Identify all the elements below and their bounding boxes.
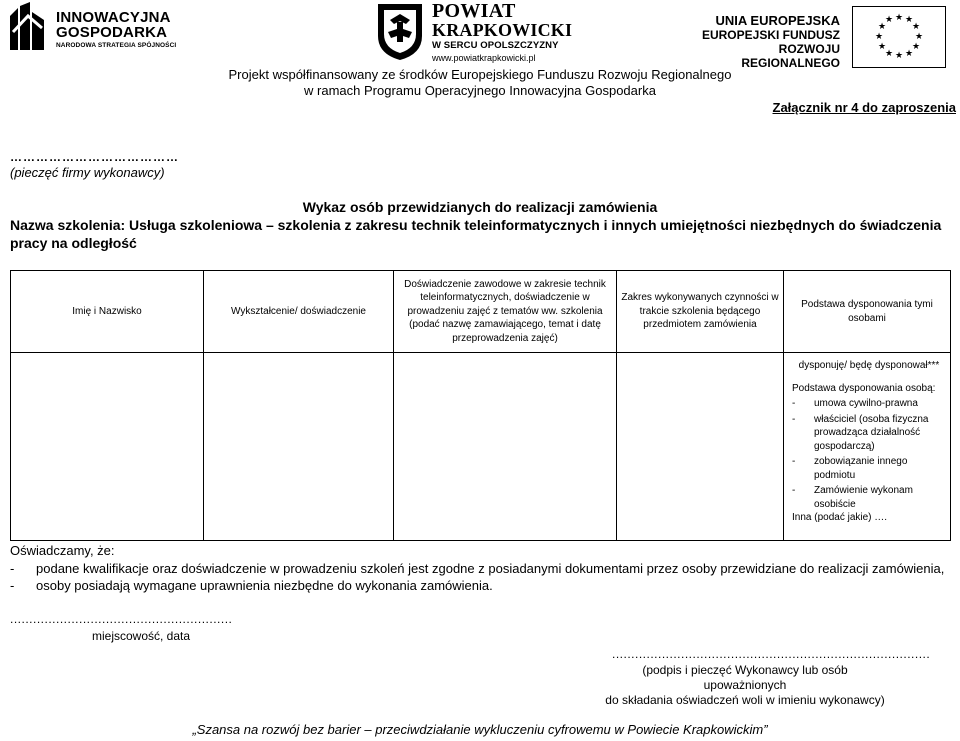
eu-stars-icon (853, 7, 945, 67)
innowacyjna-gospodarka-text: INNOWACYJNA GOSPODARKA (56, 9, 171, 41)
cell-name[interactable] (11, 353, 204, 541)
header-basis: Podstawa dysponowania tymi osobami (784, 271, 951, 353)
list-item: - podane kwalifikacje oraz doświadczenie w prowadzeniu szkoleń jest zgodne z posiadanymi dokumentami przez osoby przewidziane do realizacji zamówienia, (10, 561, 945, 576)
signature-label (600, 663, 890, 708)
list-item: - osoby posiadają wymagane uprawnienia niezbędne do wykonania zamówienia. (10, 578, 493, 593)
seal-label: (pieczęć firmy wykonawcy) (10, 165, 165, 180)
place-date-label: miejscowość, data (92, 629, 191, 643)
basis-other: Inna (podać jakie) …. (792, 512, 888, 523)
table-header-row (11, 271, 951, 353)
signature-dots: ................................................................................... (612, 647, 931, 661)
basis-dispose: dysponuję/ będę dysponował*** (798, 360, 940, 371)
svg-text:★: ★ (904, 15, 914, 25)
declaration-heading: Oświadczamy, że: (10, 543, 115, 558)
svg-text:★: ★ (874, 32, 884, 42)
powiat-krapkowicki-logo (376, 0, 573, 63)
svg-text:★: ★ (894, 13, 904, 23)
svg-text:★: ★ (904, 49, 914, 59)
cell-basis[interactable] (784, 353, 951, 541)
document-title: Wykaz osób przewidzianych do realizacji zamówienia (302, 199, 658, 215)
signature-line1: (podpis i pieczęć Wykonawcy lub osób upoważnionych (642, 663, 848, 692)
svg-text:★: ★ (877, 42, 887, 52)
header-experience: Doświadczenie zawodowe w zakresie technik teleinformatycznych, doświadczenie w prowadzeniu zajęć z tematów ww. szkolenia (podać nazwę zamawiającego, temat i datę przeprowadzenia zajęć) (394, 271, 617, 353)
svg-text:★: ★ (911, 42, 921, 52)
cell-education[interactable] (204, 353, 394, 541)
basis-option: - umowa cywilno-prawna (792, 398, 918, 409)
footer-slogan: „Szansa na rozwój bez barier – przeciwdziałanie wykluczeniu cyfrowemu w Powiecie Krapkowickim” (192, 722, 768, 737)
powiat-text: POWIAT (432, 0, 516, 22)
declaration-list (10, 560, 944, 594)
basis-label: Podstawa dysponowania osobą: (792, 382, 936, 394)
ue-line2: EUROPEJSKI FUNDUSZ (701, 28, 840, 42)
narodowa-strategia-text: NARODOWA STRATEGIA SPÓJNOŚCI (56, 42, 177, 49)
slogan-text: W SERCU OPOLSZCZYZNY (432, 40, 559, 51)
innowacyjna-gospodarka-logo (8, 2, 208, 54)
ue-line1: UNIA EUROPEJSKA (715, 13, 840, 28)
powiat-crest-icon (376, 2, 424, 62)
basis-option: - właściciel (osoba fizyczna prowadząca działalność gospodarczą) (792, 413, 929, 452)
header-name: Imię i Nazwisko (11, 271, 204, 353)
persons-table (10, 270, 951, 541)
svg-text:★: ★ (911, 22, 921, 32)
seal-dots: ………………………………… (10, 150, 179, 164)
svg-text:★: ★ (884, 49, 894, 59)
basis-option: - zobowiązanie innego podmiotu (792, 456, 908, 481)
cell-scope[interactable] (617, 353, 784, 541)
header-education: Wykształcenie/ doświadczenie (204, 271, 394, 353)
signature-line2: do składania oświadczeń woli w imieniu wykonawcy) (605, 693, 885, 707)
krapkowicki-text: KRAPKOWICKI (432, 20, 573, 40)
cofinancing-line2: w ramach Programu Operacyjnego Innowacyjna Gospodarka (304, 83, 656, 98)
ue-line3: ROZWOJU REGIONALNEGO (741, 42, 840, 70)
cofinancing-line1: Projekt współfinansowany ze środków Europejskiego Funduszu Rozwoju Regionalnego (228, 67, 732, 82)
cell-experience[interactable] (394, 353, 617, 541)
training-name: Nazwa szkolenia: Usługa szkoleniowa – szkolenia z zakresu technik teleinformatycznych i innych umiejętności niezbędnych do świadczenia pracy na odległość (10, 217, 942, 251)
ue-logo-text (690, 14, 840, 70)
svg-text:★: ★ (884, 15, 894, 25)
header-scope: Zakres wykonywanych czynności w trakcie szkolenia będącego przedmiotem zamówienia (617, 271, 784, 353)
svg-text:★: ★ (894, 51, 904, 61)
table-row (11, 353, 951, 541)
svg-text:★: ★ (877, 22, 887, 32)
website-text: www.powiatkrapkowicki.pl (432, 53, 536, 63)
innowacyjna-gospodarka-emblem-icon (8, 2, 48, 52)
eu-flag-icon (852, 6, 946, 68)
annex-label: Załącznik nr 4 do zaproszenia (772, 100, 956, 115)
svg-text:★: ★ (914, 32, 924, 42)
place-date-dots: .......................................................... (10, 612, 233, 626)
basis-option: - Zamówienie wykonam osobiście (792, 485, 913, 510)
